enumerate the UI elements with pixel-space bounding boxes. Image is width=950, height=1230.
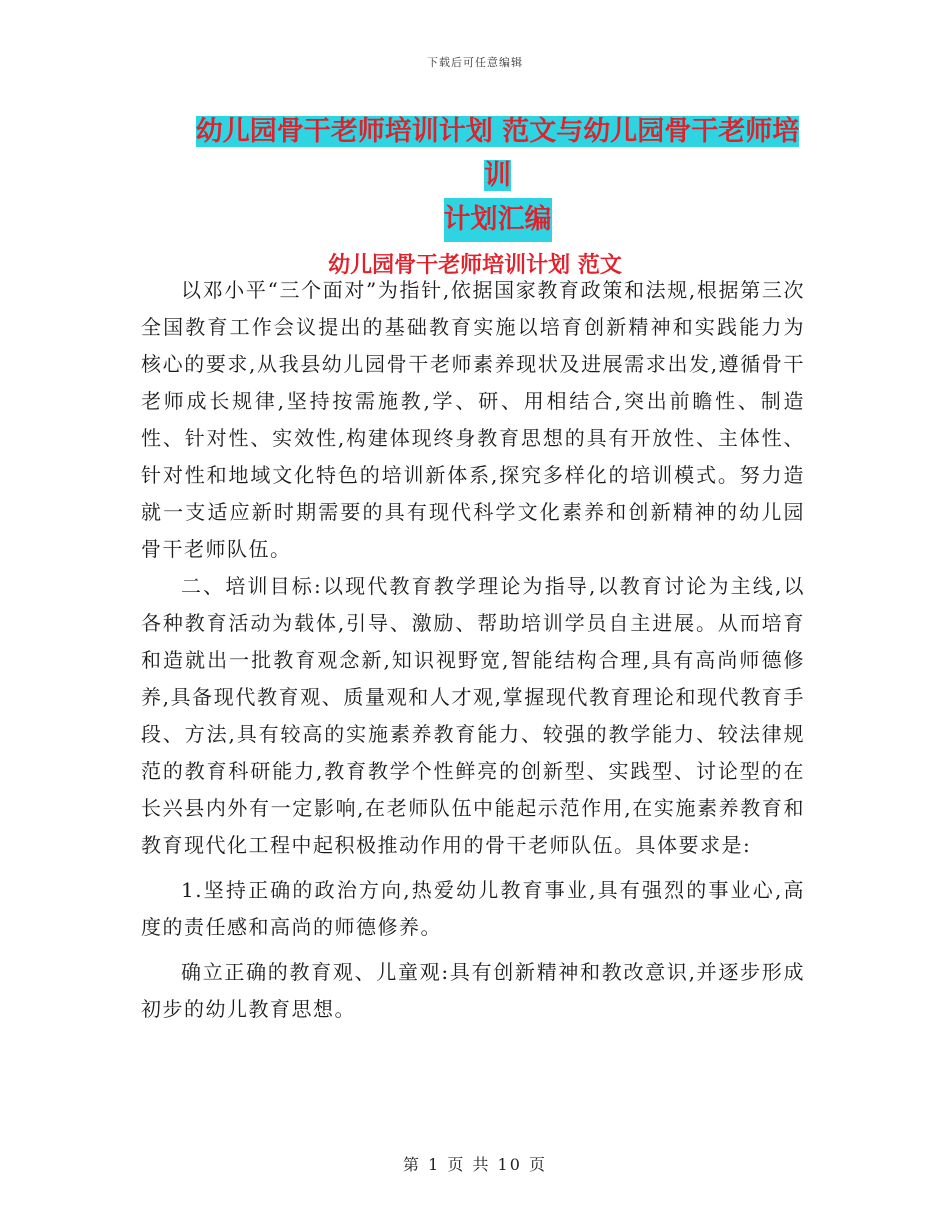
paragraph-training-goals: 二、培训目标:以现代教育教学理论为指导,以教育讨论为主线,以各种教育活动为载体,引导、激励、帮助培训学员自主进展。从而培育和造就出一批教育观念新,知识视野宽,智能结构合理,具有高尚师德修养,具备现代教育观、质量观和人才观,掌握现代教育理论和现代教育手段、方法,具有较高的实施素养教育能力、较强的教学能力、较法律规范的教育科研能力,教育教学个性鲜亮的创新型、实践型、讨论型的在长兴县内外有一定影响,在老师队伍中能起示范作用,在实施素养教育和教育现代化工程中起积极推动作用的骨干老师队伍。具体要求是: — [141, 574, 805, 857]
document-title-line-2: 计划汇编 — [444, 198, 552, 242]
document-title — [185, 110, 810, 242]
document-body — [141, 272, 805, 1028]
paragraph-requirement-2: 确立正确的教育观、儿童观:具有创新精神和教改意识,并逐步形成初步的幼儿教育思想。 — [141, 960, 805, 1021]
document-title-line-1: 幼儿园骨干老师培训计划 范文与幼儿园骨干老师培训 — [195, 116, 800, 191]
section-title: 幼儿园骨干老师培训计划 范文 — [328, 252, 622, 278]
paragraph-requirement-1: 1.坚持正确的政治方向,热爱幼儿教育事业,具有强烈的事业心,高度的责任感和高尚的师德修养。 — [141, 878, 805, 939]
paragraph-intro: 以邓小平“三个面对”为指针,依据国家教育政策和法规,根据第三次全国教育工作会议提出的基础教育实施以培育创新精神和实践能力为核心的要求,从我县幼儿园骨干老师素养现状及进展需求出发,遵循骨干老师成长规律,坚持按需施教,学、研、用相结合,突出前瞻性、制造性、针对性、实效性,构建体现终身教育思想的具有开放性、主体性、针对性和地域文化特色的培训新体系,探究多样化的培训模式。努力造就一支适应新时期需要的具有现代科学文化素养和创新精神的幼儿园骨干老师队伍。 — [141, 278, 805, 561]
header-note: 下载后可任意编辑 — [427, 56, 523, 69]
page-footer: 第 1 页 共 10 页 — [403, 1155, 547, 1174]
